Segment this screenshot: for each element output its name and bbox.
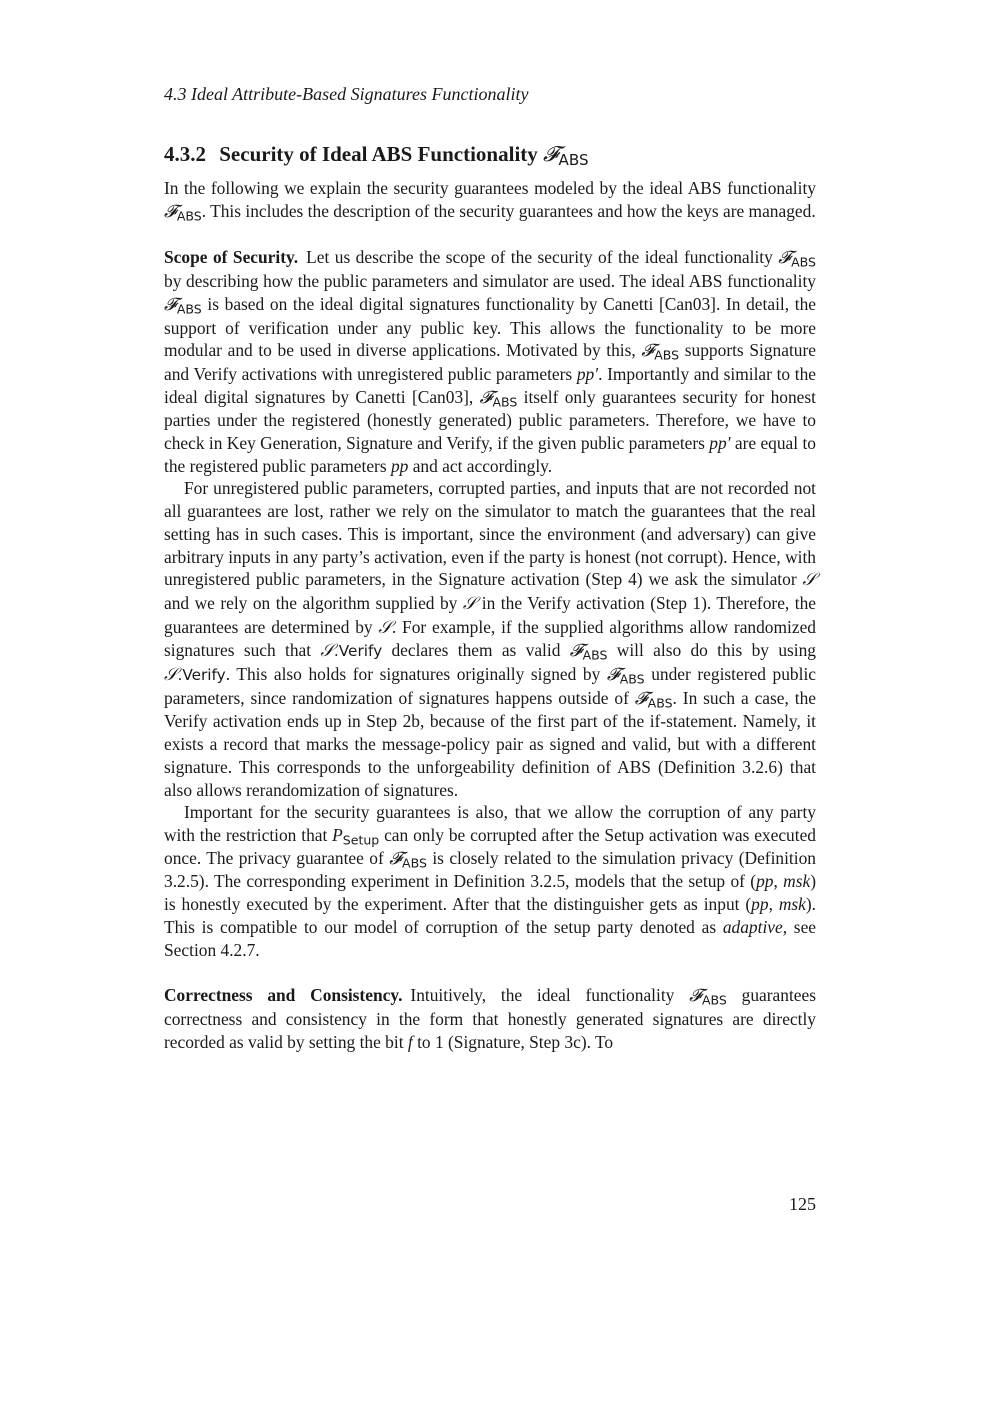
section-number: 4.3.2 [164,142,206,166]
bit-f: f [407,1031,413,1052]
adaptive-term: adaptive [722,916,783,937]
simulator-symbol: 𝒮 [802,570,816,591]
section-heading [164,142,589,170]
pp: pp [390,455,409,476]
scope-paragraph-3: Important for the security guarantees is also, that we allow the corruption of any party with the restriction that $P_{Setup}$ can only be corrupted after the Setup activation was executed once. The privacy guarantee of 𝓕$_{ABS}$ is closely related to the simulation privacy (Definition 3.2.5). The corresponding experiment in Definition 3.2.5, models that the setup of (pp, msk) is honestly executed by the experiment. After that the distinguisher gets as input (pp, msk). This is compatible to our model of corruption of the setup party denoted as adaptive, see Section 4.2.7. [164,802,817,960]
f-abs-symbol: 𝓕$_{ABS}$ [641,341,680,363]
pp-prime: pp′ [576,363,599,384]
f-abs-symbol: 𝓕$_{ABS}$ [606,665,645,687]
f-abs-symbol: 𝓕$_{ABS}$ [778,248,816,270]
scope-paragraph-2: For unregistered public parameters, corrupted parties, and inputs that are not recorded not all guarantees are lost, rather we rely on the simulator to match the guarantees that the real setting has in such cases. This is important, since the environment (and adversary) can give arbitrary inputs in any party’s activation, even if the party is honest (not corrupt). Hence, with unregistered public parameters, in the Signature activation (Step 4) we ask the simulator 𝒮 and we rely on the algorithm supplied by 𝒮 in the Verify activation (Step 1). Therefore, the guarantees are determined by 𝒮. For example, if the supplied algorithms allow randomized signatures such that 𝒮.Verify declares them as valid 𝓕$_{ABS}$ will also do this by using 𝒮.Verify. This also holds for signatures originally signed by 𝓕$_{ABS}$ under registered public parameters, since randomization of signatures happens outside of 𝓕$_{ABS}$. In such a case, the Verify activation ends up in Step 2b, because of the first part of the if-statement. Namely, it exists a record that marks the message-policy pair as signed and valid, but with a different signature. This corresponds to the unforgeability definition of ABS (Definition 3.2.6) that also allows rerandomization of signatures. [164,478,817,800]
f-abs-symbol: 𝓕$_{ABS}$ [634,688,673,711]
p-setup-symbol: $P_{Setup}$ [332,824,380,848]
correctness-heading: Correctness and Consistency. [164,985,403,1006]
intro-paragraph: In the following we explain the security guarantees modeled by the ideal ABS functionality 𝓕$_{ABS}$. This includes the description of the security guarantees and how the keys are managed. [164,178,816,224]
f-abs-symbol: 𝓕$_{ABS}$ [479,387,518,410]
page-number: 125 [789,1194,816,1214]
section-title: Security of Ideal ABS Functionality [219,142,538,166]
scope-heading: Scope of Security. [164,247,299,268]
simulator-symbol: 𝒮 [462,593,477,614]
simulator-symbol: 𝒮 [378,617,392,638]
f-abs-symbol: 𝓕$_{ABS}$ [389,848,427,871]
scope-paragraph-1: Scope of Security. Let us describe the scope of the security of the ideal functionality 𝓕$_{ABS}$ by describing how the public parameters and simulator are used. The ideal ABS functionality 𝓕$_{ABS}$ is based on the ideal digital signatures functionality by Canetti [Can03]. In detail, the support of verification under any public key. This allows the functionality to be more modular and to be used in diverse applications. Motivated by this, 𝓕$_{ABS}$ supports Signature and Verify activations with unregistered public parameters pp′. Importantly and similar to the ideal digital signatures by Canetti [Can03], 𝓕$_{ABS}$ itself only guarantees security for honest parties under the registered (honestly generated) public parameters. Therefore, we have to check in Key Generation, Signature and Verify, if the given public parameters pp′ are equal to the registered public parameters pp and act accordingly. [164,247,817,476]
f-abs-symbol: 𝓕$_{ABS}$ [689,986,727,1008]
pp-prime: pp′ [709,433,731,454]
f-abs-symbol: 𝓕$_{ABS}$ [164,201,202,224]
correctness-paragraph: Correctness and Consistency. Intuitively, the ideal functionality 𝓕$_{ABS}$ guarantees correctness and consistency in the form that honestly generated signatures are directly recorded as valid by setting the bit f to 1 (Signature, Step 3c). To [164,985,816,1052]
functionality-symbol: 𝓕$_{ABS}$ [543,142,589,170]
body-text [164,177,816,1053]
simulator-symbol: 𝒮 [320,641,334,662]
simulator-symbol: 𝒮 [164,665,178,686]
running-head: 4.3 Ideal Attribute-Based Signatures Functionality [164,84,529,104]
f-abs-symbol: 𝓕$_{ABS}$ [164,294,202,317]
f-abs-symbol: 𝓕$_{ABS}$ [569,641,608,663]
